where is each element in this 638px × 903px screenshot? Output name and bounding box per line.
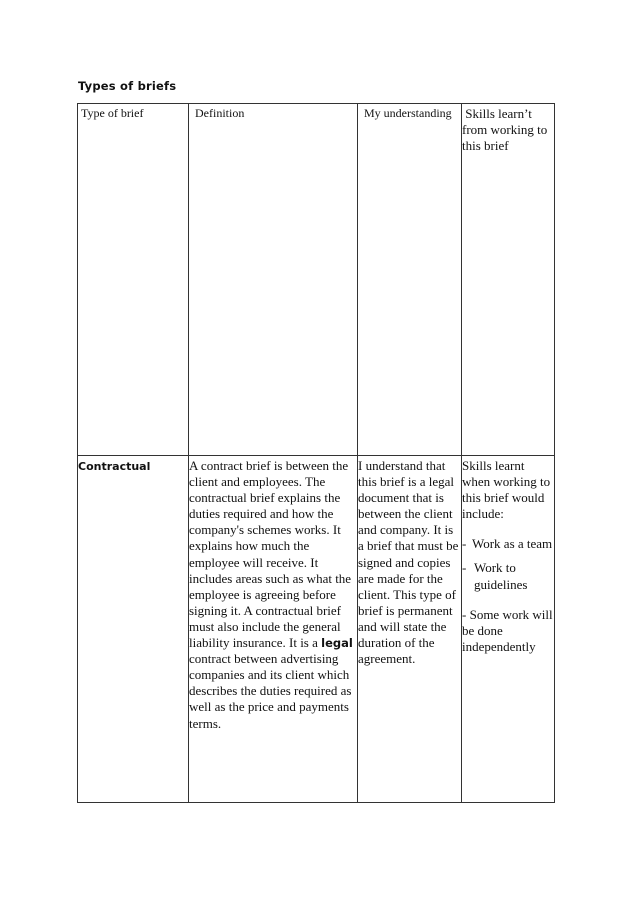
skill-text: Work as a team	[472, 536, 553, 552]
skills-intro: Skills learnt when working to this brief would include:	[462, 458, 551, 522]
list-item	[462, 536, 554, 552]
definition-bold-word: legal	[321, 636, 353, 651]
header-cell-skills	[462, 104, 555, 456]
type-cell	[78, 456, 189, 803]
header-row	[78, 104, 555, 456]
skills-list	[462, 536, 554, 655]
list-item	[462, 560, 554, 592]
definition-text-part2: contract between advertising companies and its client which describes the duties required as well as the price and payments terms.	[189, 651, 352, 731]
list-item	[462, 607, 554, 655]
page-title: Types of briefs	[78, 79, 177, 93]
briefs-table	[77, 103, 555, 803]
header-cell-type	[78, 104, 189, 456]
dash-marker: -	[462, 536, 467, 552]
skills-cell	[462, 456, 555, 803]
dash-marker: -	[462, 606, 467, 622]
definition-cell	[189, 456, 358, 803]
skill-text: Work to guidelines	[474, 560, 528, 592]
table-row	[78, 456, 555, 803]
brief-type-label: Contractual	[78, 460, 151, 473]
dash-marker: -	[462, 560, 467, 576]
skills-content	[462, 456, 554, 655]
understanding-text: I understand that this brief is a legal document that is between the client and company. It is a brief that must be signed and copies are made for the client. This type of brief is permanent and will state the duration of the agreement.	[358, 458, 459, 667]
definition-text-part1: A contract brief is between the client and employees. The contractual brief explains the duties required and how the company's schemes works. It explains how much the employee will receive. It includes areas such as what the employee is agreeing before signing it. A contractual brief must also include the general liability insurance. It is a	[189, 458, 352, 651]
definition-text	[189, 456, 357, 732]
understanding-cell	[358, 456, 462, 803]
skill-text: Some work will be done independently	[462, 606, 553, 654]
header-type-label: Type of brief	[81, 106, 144, 120]
header-cell-understanding	[358, 104, 462, 456]
header-understanding-label: My understanding	[364, 106, 452, 120]
header-cell-definition	[189, 104, 358, 456]
header-skills-label: Skills learn’t from working to this brief	[462, 106, 551, 154]
header-definition-label: Definition	[195, 106, 245, 120]
